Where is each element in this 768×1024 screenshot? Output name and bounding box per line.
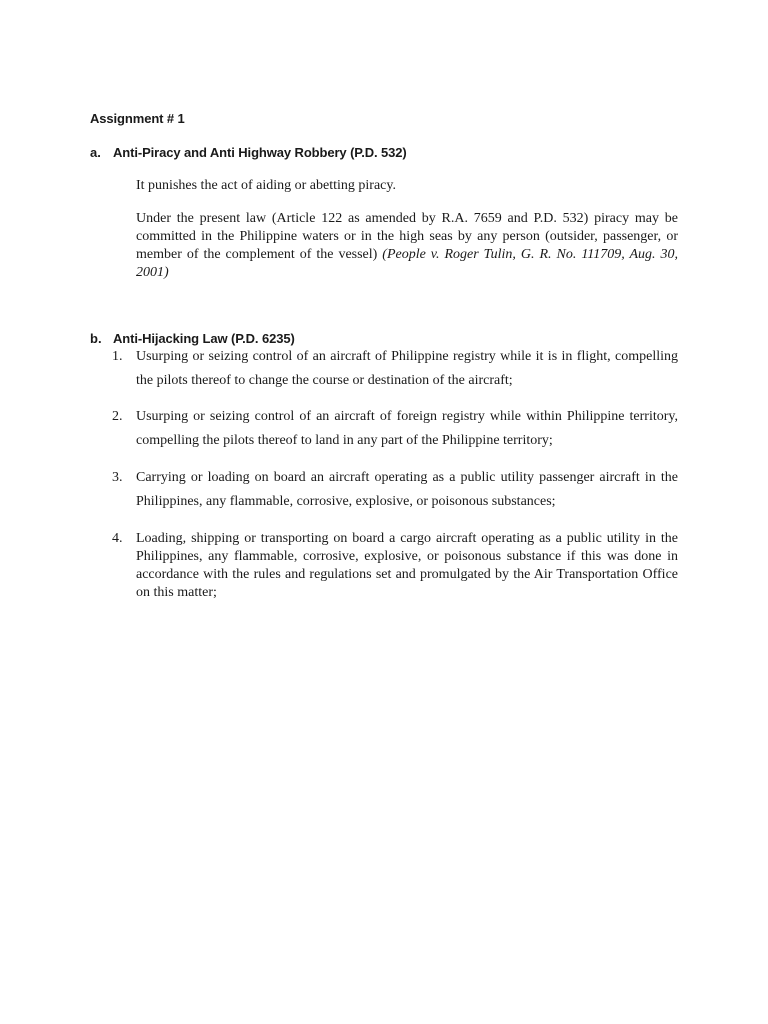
list-item-1-number: 1. bbox=[112, 349, 123, 364]
assignment-title: Assignment # 1 bbox=[90, 111, 185, 126]
section-b-marker: b. bbox=[90, 331, 102, 346]
list-item-3-number: 3. bbox=[112, 470, 123, 485]
section-a-paragraph-2 bbox=[136, 210, 678, 282]
case-citation: (People v. Roger Tulin, G. R. No. 111709, Aug. 30, 2001) bbox=[136, 247, 678, 280]
list-item-4-text: Loading, shipping or transporting on board a cargo aircraft operating as a public utility in the Philippines, any flammable, corrosive, explosive, or poisonous substance if this was done in accordance with the rules and regulations set and promulgated by the Air Transportation Office on this matter; bbox=[136, 531, 678, 600]
list-item-2-number: 2. bbox=[112, 409, 123, 424]
section-b-heading: Anti-Hijacking Law (P.D. 6235) bbox=[113, 331, 295, 346]
section-a-marker: a. bbox=[90, 145, 101, 160]
list-item-3-text: Carrying or loading on board an aircraft operating as a public utility passenger aircraft in the Philippines, any flammable, corrosive, explosive, or poisonous substances; bbox=[136, 470, 678, 509]
section-a-paragraph-1: It punishes the act of aiding or abetting piracy. bbox=[136, 178, 396, 193]
list-item-4-number: 4. bbox=[112, 531, 123, 546]
list-item-2-text: Usurping or seizing control of an aircraft of foreign registry while within Philippine territory, compelling the pilots thereof to land in any part of the Philippine territory; bbox=[136, 409, 678, 448]
section-a-heading: Anti-Piracy and Anti Highway Robbery (P.D. 532) bbox=[113, 145, 407, 160]
paragraph-2-text: Under the present law (Article 122 as amended by R.A. 7659 and P.D. 532) piracy may be committed in the Philippine waters or in the high seas by any person (outsider, passenger, or member of the complement of the vessel) bbox=[136, 211, 678, 262]
list-item-1-text: Usurping or seizing control of an aircraft of Philippine registry while it is in flight, compelling the pilots thereof to change the course or destination of the aircraft; bbox=[136, 349, 678, 388]
